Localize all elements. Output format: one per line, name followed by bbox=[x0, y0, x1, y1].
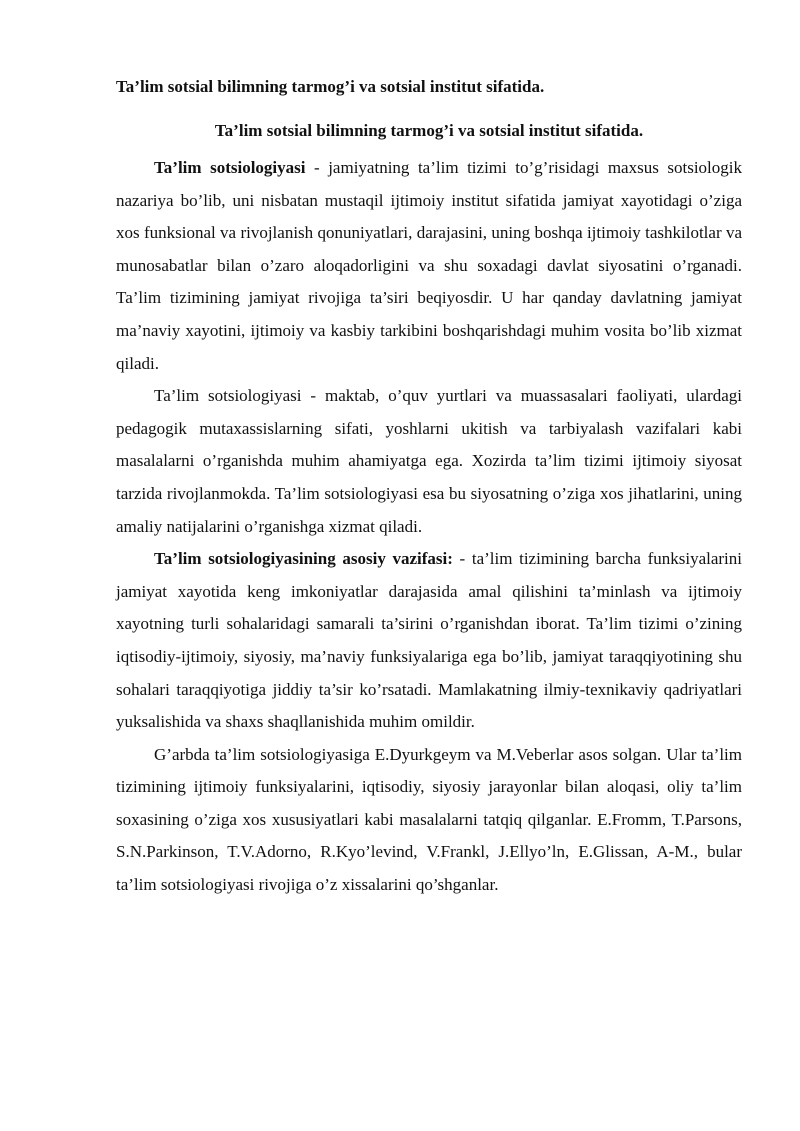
document-page bbox=[116, 74, 742, 902]
paragraph-1 bbox=[116, 152, 742, 380]
paragraph-3 bbox=[116, 543, 742, 739]
section-title: Ta’lim sotsial bilimning tarmog’i va sotsial institut sifatida. bbox=[214, 121, 644, 140]
paragraph-1-bold-term: Ta’lim sotsiologiyasi bbox=[154, 158, 306, 177]
paragraph-4 bbox=[116, 739, 742, 902]
document-header-title: Ta’lim sotsial bilimning tarmog’i va sotsial institut sifatida. bbox=[116, 77, 545, 96]
paragraph-2 bbox=[116, 380, 742, 543]
paragraph-3-text: - ta’lim tizimining barcha funksiyalarini jamiyat xayotida keng imkoniyatlar darajasida amal qilishini ta’minlash va ijtimoiy xayotning turli sohalaridagi samarali ta’sirini o’rganishdan iborat. Ta’lim tizimi o’zining iqtisodiy-ijtimoiy, siyosiy, ma’naviy funksiyalariga ega bo’lib, jamiyat taraqqiyotining shu sohalari taraqqiyotiga jiddiy ta’sir ko’rsatadi. Mamlakatning ilmiy-texnikaviy qadriyatlari yuksalishida va shaxs shaqllanishida muhim omildir. bbox=[116, 549, 742, 732]
paragraph-3-bold-term: Ta’lim sotsiologiyasining asosiy vazifasi: bbox=[154, 549, 453, 569]
paragraph-4-text: G’arbda ta’lim sotsiologiyasiga E.Dyurkgeym va M.Veberlar asos solgan. Ular ta’lim tizimining ijtimoiy funksiyalarini, iqtisodiy, siyosiy jarayonlar bilan aloqasi, oliy ta’lim soxasining o’ziga xos xususiyatlari kabi masalalarni tatqiq qilganlar. E.Fromm, T.Parsons, S.N.Parkinson, T.V.Adorno, R.Kyo’levind, V.Frankl, J.Ellyo’ln, E.Glissan, A-M., bular ta’lim sotsiologiyasi rivojiga o’z xissalarini qo’shganlar. bbox=[116, 744, 742, 895]
paragraph-1-text: - jamiyatning ta’lim tizimi to’g’risidagi maxsus sotsiologik nazariya bo’lib, uni nisbatan mustaqil ijtimoiy institut sifatida jamiyat xayotidagi o’ziga xos funksional va rivojlanish qonuniyatlari, darajasini, uning boshqa ijtimoiy tashkilotlar va munosabatlar bilan o’zaro aloqadorligini va shu soxadagi davlat siyosatini o’rganadi. Ta’lim tizimining jamiyat rivojiga ta’siri beqiyosdir. U har qanday davlatning jamiyat ma’naviy xayotini, ijtimoiy va kasbiy tarkibini boshqarishdagi muhim vosita bo’lib xizmat qiladi. bbox=[116, 158, 742, 373]
paragraph-2-text: Ta’lim sotsiologiyasi - maktab, o’quv yurtlari va muassasalari faoliyati, ulardagi pedagogik mutaxassislarning sifati, yoshlarni ukitish va tarbiyalash vazifalari kabi masalalarni o’rganishda muhim ahamiyatga ega. Xozirda ta’lim tizimi ijtimoiy siyosat tarzida rivojlanmokda. Ta’lim sotsiologiyasi esa bu siyosatning o’ziga xos jihatlarini, uning amaliy natijalarini o’rganishga xizmat qiladi. bbox=[116, 386, 742, 536]
